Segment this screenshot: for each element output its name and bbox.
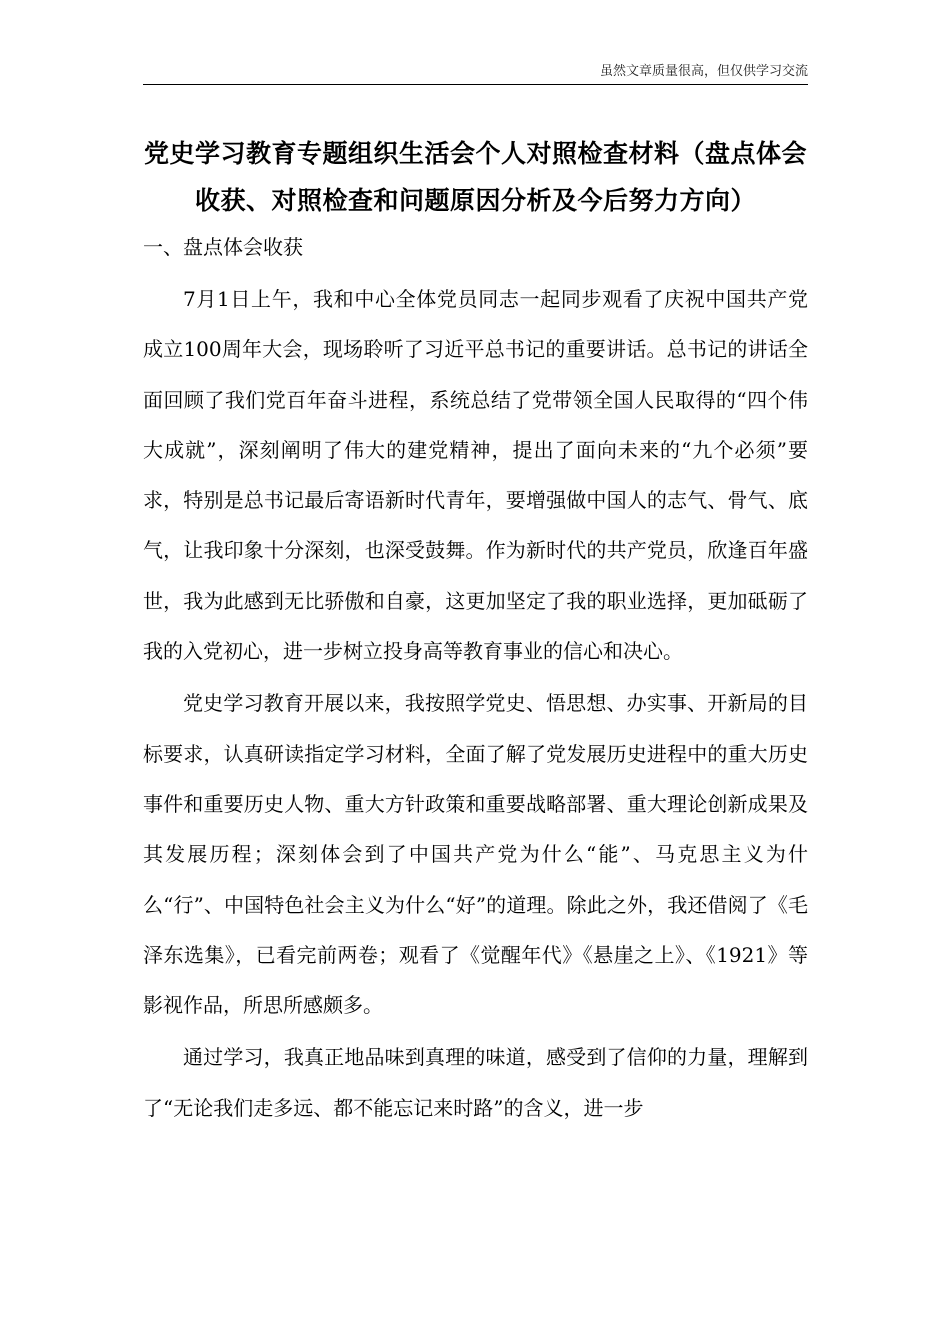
document-title: 党史学习教育专题组织生活会个人对照检查材料（盘点体会收获、对照检查和问题原因分析及今后努力方向） (143, 139, 807, 215)
document-body (143, 130, 808, 1133)
paragraph-3: 通过学习，我真正地品味到真理的味道，感受到了信仰的力量，理解到了“无论我们走多远、都不能忘记来时路”的含义，进一步 (143, 1045, 808, 1120)
section-heading: 一、盘点体会收获 (143, 235, 303, 259)
paragraph-1: 7月1日上午，我和中心全体党员同志一起同步观看了庆祝中国共产党成立100周年大会，现场聆听了习近平总书记的重要讲话。总书记的讲话全面回顾了我们党百年奋斗进程，系统总结了党带领全国人民取得的“四个伟大成就”，深刻阐明了伟大的建党精神，提出了面向未来的“九个必须”要求，特别是总书记最后寄语新时代青年，要增强做中国人的志气、骨气、底气，让我印象十分深刻，也深受鼓舞。作为新时代的共产党员，欣逢百年盛世，我为此感到无比骄傲和自豪，这更加坚定了我的职业选择，更加砥砺了我的入党初心，进一步树立投身高等教育事业的信心和决心。 (143, 287, 808, 664)
paragraph-2: 党史学习教育开展以来，我按照学党史、悟思想、办实事、开新局的目标要求，认真研读指定学习材料，全面了解了党发展历史进程中的重大历史事件和重要历史人物、重大方针政策和重要战略部署、重大理论创新成果及其发展历程；深刻体会到了中国共产党为什么“能”、马克思主义为什么“行”、中国特色社会主义为什么“好”的道理。除此之外，我还借阅了《毛泽东选集》，已看完前两卷；观看了《觉醒年代》《悬崖之上》、《1921》等影视作品，所思所感颇多。 (143, 691, 808, 1018)
header-note: 虽然文章质量很高，但仅供学习交流 (599, 64, 808, 79)
header-divider (143, 84, 808, 85)
